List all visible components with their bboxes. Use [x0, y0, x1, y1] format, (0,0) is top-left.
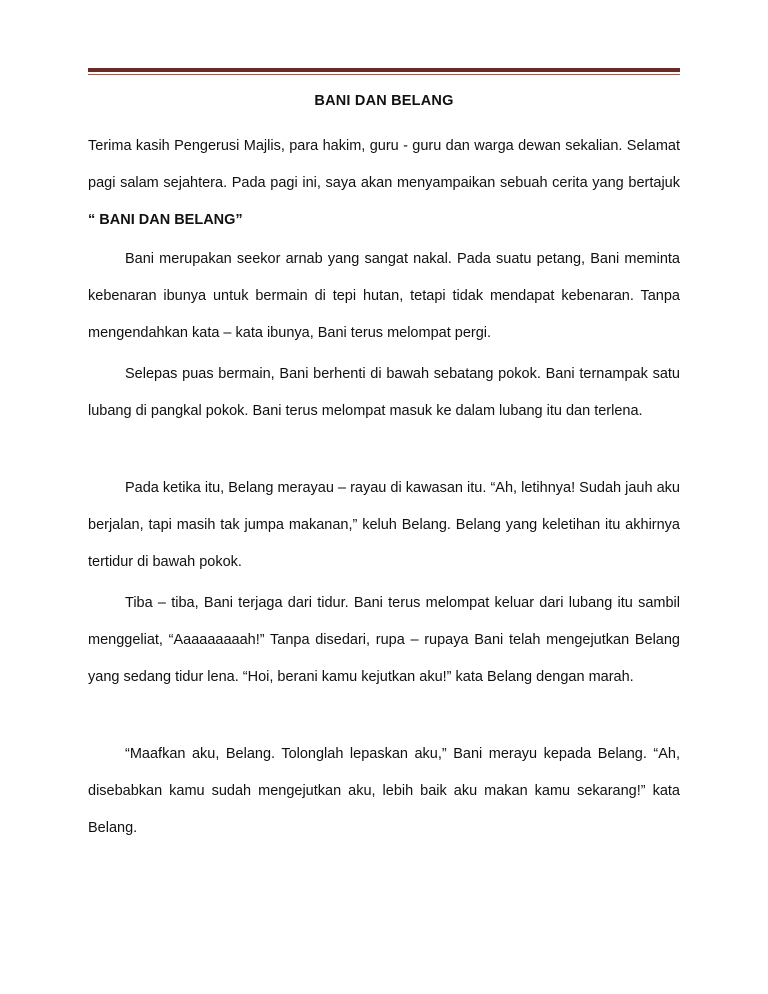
story-title-emphasis: “ BANI DAN BELANG”: [88, 212, 243, 228]
header-rule-thin: [88, 74, 680, 75]
paragraph-4: Tiba – tiba, Bani terjaga dari tidur. Bani terus melompat keluar dari lubang itu sambil menggeliat, “Aaaaaaaaah!” Tanpa disedari, rupa – rupaya Bani telah mengejutkan Belang yang sedang tidur lena. “Hoi, berani kamu kejutkan aku!” kata Belang dengan marah.: [88, 595, 680, 685]
document-title: BANI DAN BELANG: [314, 93, 454, 109]
paragraph-greeting: [88, 128, 680, 239]
paragraph-2: Selepas puas bermain, Bani berhenti di bawah sebatang pokok. Bani ternampak satu lubang di pangkal pokok. Bani terus melompat masuk ke dalam lubang itu dan terlena.: [88, 366, 680, 419]
paragraph-3: Pada ketika itu, Belang merayau – rayau di kawasan itu. “Ah, letihnya! Sudah jauh aku berjalan, tapi masih tak jumpa makanan,” keluh Belang. Belang yang keletihan itu akhirnya tertidur di bawah pokok.: [88, 480, 680, 570]
paragraph-5: “Maafkan aku, Belang. Tolonglah lepaskan aku,” Bani merayu kepada Belang. “Ah, disebabkan kamu sudah mengejutkan aku, lebih baik aku makan kamu sekarang!” kata Belang.: [88, 746, 680, 836]
paragraph-text: Terima kasih Pengerusi Majlis, para hakim, guru - guru dan warga dewan sekalian. Selamat pagi salam sejahtera. Pada pagi ini, saya akan menyampaikan sebuah cerita yang bertajuk: [88, 138, 680, 191]
header-rule-thick: [88, 68, 680, 72]
paragraph-1: Bani merupakan seekor arnab yang sangat nakal. Pada suatu petang, Bani meminta kebenaran ibunya untuk bermain di tepi hutan, tetapi tidak mendapat kebenaran. Tanpa mengendahkan kata – kata ibunya, Bani terus melompat pergi.: [88, 251, 680, 341]
